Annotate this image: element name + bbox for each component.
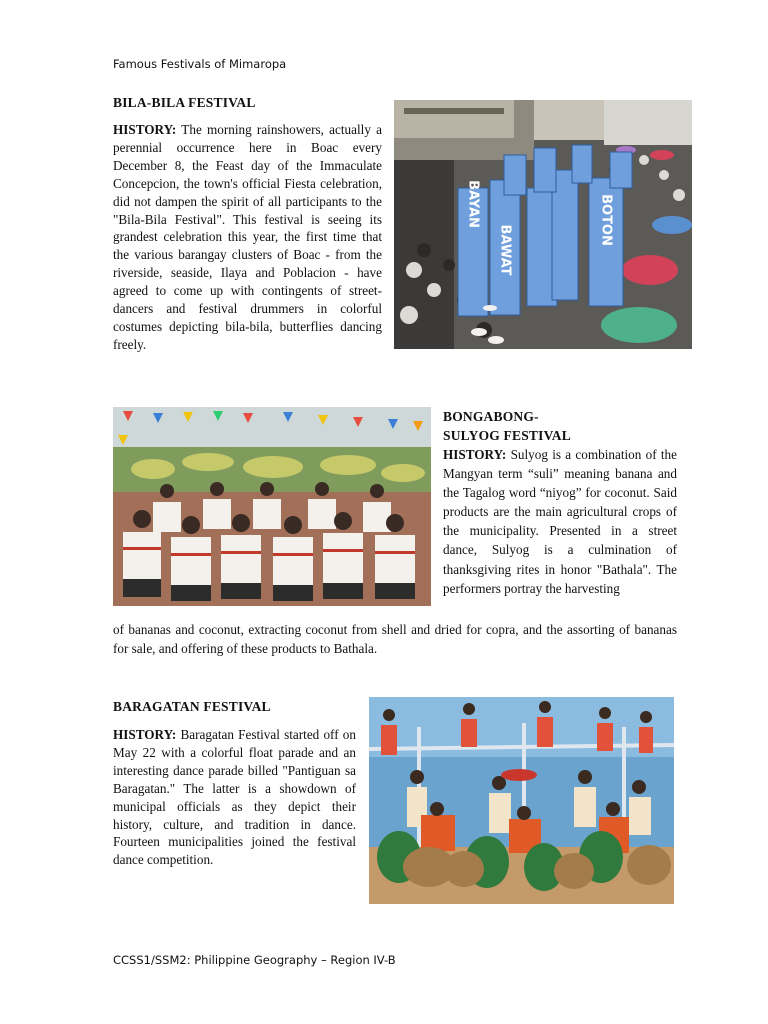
- history-label: HISTORY:: [113, 122, 177, 137]
- section-text-bongabong-sulyog: [443, 445, 677, 598]
- bila-bila-festival-photo: [394, 100, 692, 349]
- history-text: Sulyog is a combination of the Mangyan term “suli” meaning banana and the Tagalog word “niyog” for coconut. Said products are the main agricultural crops of the municipality. Presented in a street dance, Sulyog is a culmination of thanksgiving rites in honor "Bathala". The performers portray the harvesting: [443, 447, 678, 596]
- section-text-bongabong-continued: of bananas and coconut, extracting coconut from shell and dried for copra, and the assorting of bananas for sale, and offering of these products to Bathala.: [113, 622, 677, 656]
- banner-text-middle: BAWAT: [497, 224, 513, 276]
- baragatan-festival-photo: [369, 697, 674, 904]
- bongabong-sulyog-festival-photo: [113, 407, 431, 606]
- section-title-bongabong-sulyog: BONGABONG-SULYOG FESTIVAL: [443, 409, 571, 443]
- section-title-baragatan: BARAGATAN FESTIVAL: [113, 699, 271, 714]
- section-text-bila-bila: [113, 121, 382, 354]
- section-title-bila-bila: BILA-BILA FESTIVAL: [113, 95, 256, 110]
- section-text-baragatan: [113, 726, 356, 869]
- banner-text-right: BOTON: [598, 194, 614, 246]
- history-text: The morning rainshowers, actually a perennial occurrence here in Boac every December 8, the Feast day of the Immaculate Concepcion, the town's official Fiesta celebration, did not dampen the spirit of all participants to the "Bila-Bila Festival". This festival is seeing its grandest celebration this year, the first time that the various barangay clusters of Boac - from the riverside, seaside, Ilaya and Poblacion - have agreed to come up with contingents of street-dancers and festival drummers in colorful costumes depicting bila-bila, butterflies dancing freely.: [113, 122, 382, 352]
- page-header: Famous Festivals of Mimaropa: [113, 57, 287, 71]
- history-label: HISTORY:: [443, 447, 507, 462]
- banner-text-left: BAYAN: [465, 180, 481, 228]
- history-text: Baragatan Festival started off on May 22 with a colorful float parade and an interesting dance parade billed "Pantiguan sa Baragatan." The latter is a showdown of municipal officials as they depict their history, culture, and tradition in dance. Fourteen municipalities joined the festival dance competition.: [113, 727, 356, 868]
- history-label: HISTORY:: [113, 727, 177, 742]
- page-footer: CCSS1/SSM2: Philippine Geography – Region IV-B: [113, 953, 396, 967]
